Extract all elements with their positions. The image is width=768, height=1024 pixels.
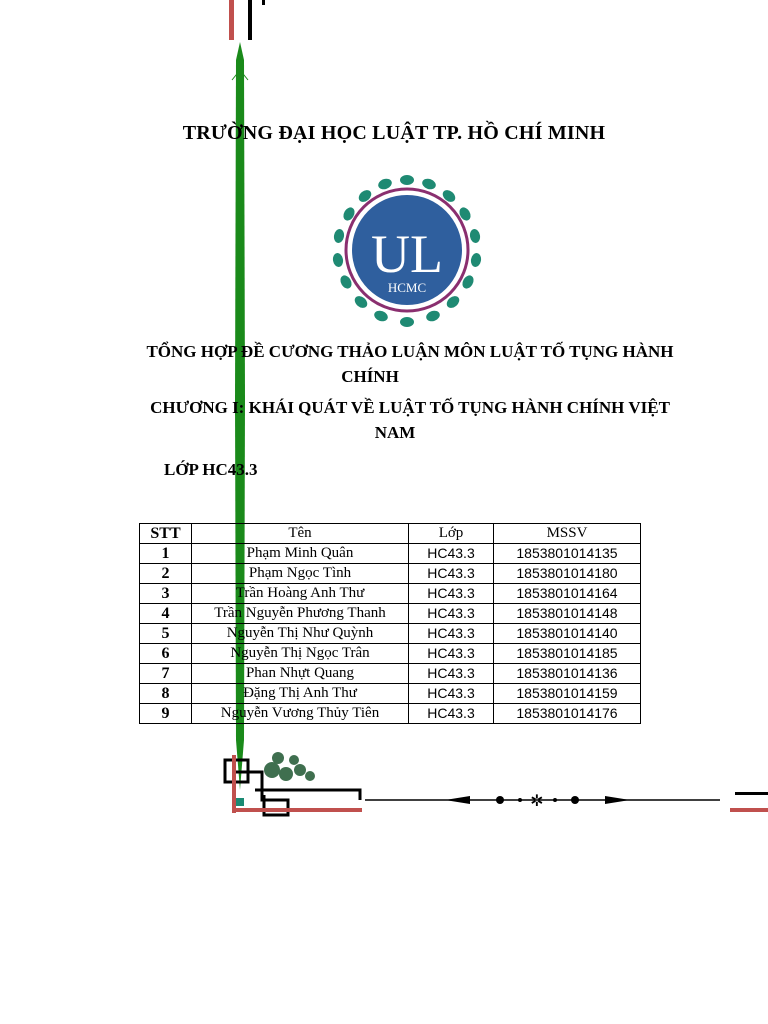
- table-row: [140, 604, 641, 624]
- row-id: 1853801014148: [494, 604, 641, 624]
- row-class: HC43.3: [409, 564, 494, 584]
- class-label: LỚP HC43.3: [164, 460, 258, 479]
- row-class: HC43.3: [409, 684, 494, 704]
- student-table: [139, 523, 641, 724]
- chapter-title-line1: CHƯƠNG I: KHÁI QUÁT VỀ LUẬT TỐ TỤNG HÀNH CHÍNH VIỆT: [150, 398, 670, 417]
- header-class: Lớp: [409, 524, 494, 544]
- table-row: [140, 544, 641, 564]
- row-class: HC43.3: [409, 544, 494, 564]
- row-id: 1853801014185: [494, 644, 641, 664]
- row-stt: 8: [140, 684, 192, 704]
- svg-text:✲: ✲: [530, 791, 544, 810]
- row-stt: 7: [140, 664, 192, 684]
- row-name: Nguyễn Thị Ngọc Trân: [192, 644, 409, 664]
- table-row: [140, 564, 641, 584]
- row-class: HC43.3: [409, 644, 494, 664]
- row-id: 1853801014164: [494, 584, 641, 604]
- row-class: HC43.3: [409, 624, 494, 644]
- row-name: Phạm Minh Quân: [192, 544, 409, 564]
- row-id: 1853801014135: [494, 544, 641, 564]
- university-logo: [325, 172, 489, 332]
- table-row: [140, 684, 641, 704]
- chapter-title-line2: NAM: [374, 423, 416, 442]
- row-id: 1853801014159: [494, 684, 641, 704]
- table-header-row: [140, 524, 641, 544]
- table-row: [140, 624, 641, 644]
- university-title: TRƯỜNG ĐẠI HỌC LUẬT TP. HỒ CHÍ MINH: [182, 122, 606, 144]
- row-name: Trần Nguyễn Phương Thanh: [192, 604, 409, 624]
- row-stt: 9: [140, 704, 192, 724]
- row-id: 1853801014176: [494, 704, 641, 724]
- row-id: 1853801014140: [494, 624, 641, 644]
- row-class: HC43.3: [409, 584, 494, 604]
- row-class: HC43.3: [409, 704, 494, 724]
- row-name: Nguyễn Vương Thủy Tiên: [192, 704, 409, 724]
- table-row: [140, 584, 641, 604]
- flower-ornament: [264, 752, 315, 781]
- row-name: Trần Hoàng Anh Thư: [192, 584, 409, 604]
- row-stt: 5: [140, 624, 192, 644]
- row-class: HC43.3: [409, 664, 494, 684]
- header-stt: STT: [140, 524, 192, 544]
- row-stt: 4: [140, 604, 192, 624]
- row-class: HC43.3: [409, 604, 494, 624]
- corner-ornament: [225, 760, 360, 815]
- row-name: Phan Nhựt Quang: [192, 664, 409, 684]
- row-name: Phạm Ngọc Tình: [192, 564, 409, 584]
- header-id: MSSV: [494, 524, 641, 544]
- row-name: Nguyễn Thị Như Quỳnh: [192, 624, 409, 644]
- row-id: 1853801014136: [494, 664, 641, 684]
- row-name: Đặng Thị Anh Thư: [192, 684, 409, 704]
- header-name: Tên: [192, 524, 409, 544]
- logo-monogram: UL: [371, 224, 443, 284]
- row-id: 1853801014180: [494, 564, 641, 584]
- row-stt: 3: [140, 584, 192, 604]
- row-stt: 6: [140, 644, 192, 664]
- table-row: [140, 704, 641, 724]
- table-row: [140, 644, 641, 664]
- table-row: [140, 664, 641, 684]
- row-stt: 2: [140, 564, 192, 584]
- row-stt: 1: [140, 544, 192, 564]
- subject-title-line1: TỔNG HỢP ĐỀ CƯƠNG THẢO LUẬN MÔN LUẬT TỐ TỤNG HÀNH: [146, 342, 674, 361]
- logo-city: HCMC: [387, 280, 427, 295]
- subject-title-line2: CHÍNH: [341, 367, 399, 386]
